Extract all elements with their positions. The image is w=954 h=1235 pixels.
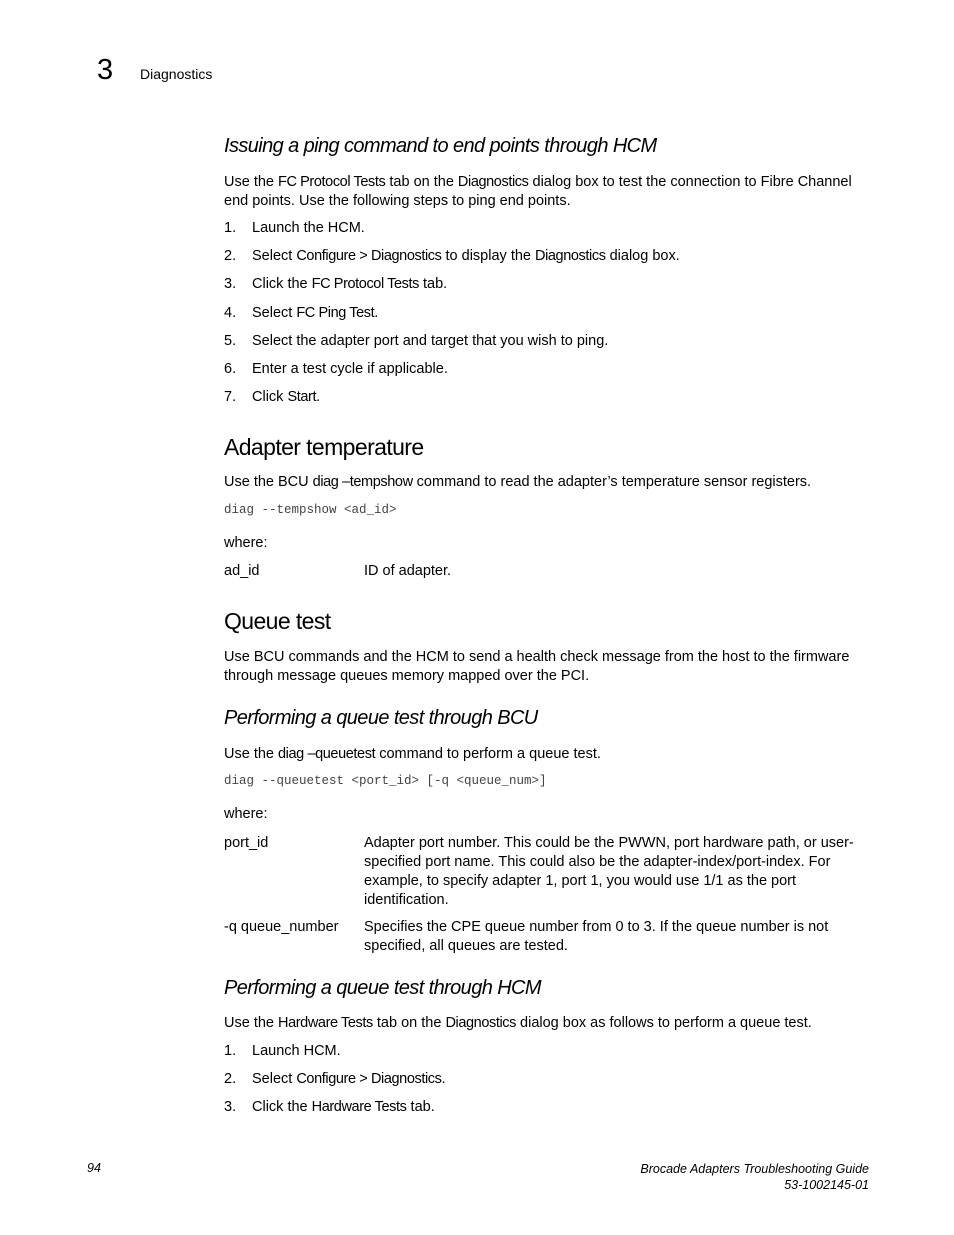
ui-term: Start xyxy=(287,389,317,406)
step-number: 5. xyxy=(224,332,237,349)
queue-heading: Queue test xyxy=(224,608,331,634)
step-number: 3. xyxy=(224,276,237,293)
text-run: Select the adapter port and target that you wish to ping. xyxy=(252,332,609,349)
text-run: Use the xyxy=(224,746,278,762)
step-text xyxy=(252,247,680,266)
text-run: Use the BCU xyxy=(224,474,313,490)
text-run: Use the xyxy=(224,1015,278,1031)
doc-title: Brocade Adapters Troubleshooting Guide xyxy=(640,1162,869,1176)
text-run: Launch HCM. xyxy=(252,1043,341,1059)
text-run: . xyxy=(316,389,321,406)
ui-term: Diagnostics xyxy=(445,1015,516,1031)
ui-term: Diagnostics xyxy=(535,248,606,265)
step-number: 4. xyxy=(224,304,237,321)
footer-doc-info xyxy=(640,1161,869,1193)
page-number: 94 xyxy=(87,1161,101,1175)
temp-code: diag --tempshow <ad_id> xyxy=(224,503,397,517)
ui-term: Diagnostics xyxy=(457,174,529,190)
queue-hcm-intro xyxy=(224,1014,874,1033)
text-run: Select xyxy=(252,1071,297,1087)
chapter-title: Diagnostics xyxy=(140,66,213,82)
step-number: 3. xyxy=(224,1099,237,1115)
ui-term: FC Protocol Tests xyxy=(278,174,386,190)
param-def: Adapter port number. This could be the PWWN, port hardware path, or user-specified port name. This could also be the adapter-index/port-index. For example, to specify adapter 1, port 1, you would use 1/1 as the port identification. xyxy=(364,835,854,908)
ui-term: Configure > Diagnostics xyxy=(296,248,442,265)
ping-intro xyxy=(224,173,874,211)
queue-bcu-where: where: xyxy=(224,806,268,822)
step-text xyxy=(252,388,320,407)
ui-term: Hardware Tests xyxy=(278,1015,373,1031)
text-run: dialog box as follows to perform a queue test. xyxy=(516,1015,812,1031)
chapter-number: 3 xyxy=(97,54,114,86)
text-run: tab on the xyxy=(385,174,458,190)
step-text xyxy=(252,219,365,238)
text-run: Launch the HCM. xyxy=(252,220,365,236)
queue-intro: Use BCU commands and the HCM to send a health check message from the host to the firmware through message queues memory mapped over the PCI. xyxy=(224,649,850,684)
param-def: ID of adapter. xyxy=(364,563,452,579)
text-run: Use the xyxy=(224,174,278,190)
param-def: Specifies the CPE queue number from 0 to 3. If the queue number is not specified, all queues are tested. xyxy=(364,919,829,954)
ui-term: FC Protocol Tests xyxy=(311,276,419,293)
param-term: ad_id xyxy=(224,563,260,579)
text-run: tab on the xyxy=(372,1015,446,1031)
ui-term: diag –queuetest xyxy=(278,746,376,762)
step-number: 2. xyxy=(224,1071,237,1087)
text-run: tab. xyxy=(419,276,448,293)
step-text xyxy=(252,1098,435,1117)
text-run: dialog box. xyxy=(605,248,680,265)
text-run: Enter a test cycle if applicable. xyxy=(252,361,448,377)
ui-term: Configure > Diagnostics. xyxy=(296,1071,446,1087)
step-text xyxy=(252,304,378,323)
queue-bcu-heading: Performing a queue test through BCU xyxy=(224,707,538,729)
step-text xyxy=(252,1070,445,1089)
param-term: port_id xyxy=(224,835,269,851)
param-term: -q queue_number xyxy=(224,919,339,935)
temp-where: where: xyxy=(224,535,268,551)
step-text xyxy=(252,332,608,351)
temp-intro xyxy=(224,473,874,492)
text-run: Select xyxy=(252,248,297,265)
step-number: 1. xyxy=(224,1043,237,1059)
text-run: tab. xyxy=(406,1099,435,1115)
text-run: Select xyxy=(252,304,297,321)
ui-term: Hardware Tests xyxy=(311,1099,407,1115)
step-number: 6. xyxy=(224,361,237,377)
doc-number: 53-1002145-01 xyxy=(784,1178,869,1192)
ping-heading: Issuing a ping command to end points through HCM xyxy=(224,135,657,157)
step-text xyxy=(252,275,447,294)
temp-heading: Adapter temperature xyxy=(224,434,424,460)
queue-bcu-intro xyxy=(224,745,874,764)
step-number: 1. xyxy=(224,220,237,236)
queue-hcm-heading: Performing a queue test through HCM xyxy=(224,977,541,999)
text-run: Click xyxy=(252,389,288,406)
text-run: dialog box to test the connection to Fibre Channel end points. Use the following steps to ping end points. xyxy=(224,174,852,209)
text-run: command to perform a queue test. xyxy=(375,746,601,762)
step-number: 2. xyxy=(224,248,237,265)
text-run: to display the xyxy=(441,248,535,265)
step-text xyxy=(252,360,448,379)
ui-term: diag –tempshow xyxy=(312,474,413,490)
step-number: 7. xyxy=(224,389,237,406)
text-run: Click the xyxy=(252,1099,312,1115)
text-run: Click the xyxy=(252,276,312,293)
step-text xyxy=(252,1042,341,1061)
text-run: command to read the adapter’s temperature sensor registers. xyxy=(412,474,812,490)
queue-bcu-code: diag --queuetest <port_id> [-q <queue_num>] xyxy=(224,774,547,788)
ui-term: FC Ping Test xyxy=(296,304,375,321)
text-run: . xyxy=(374,304,379,321)
